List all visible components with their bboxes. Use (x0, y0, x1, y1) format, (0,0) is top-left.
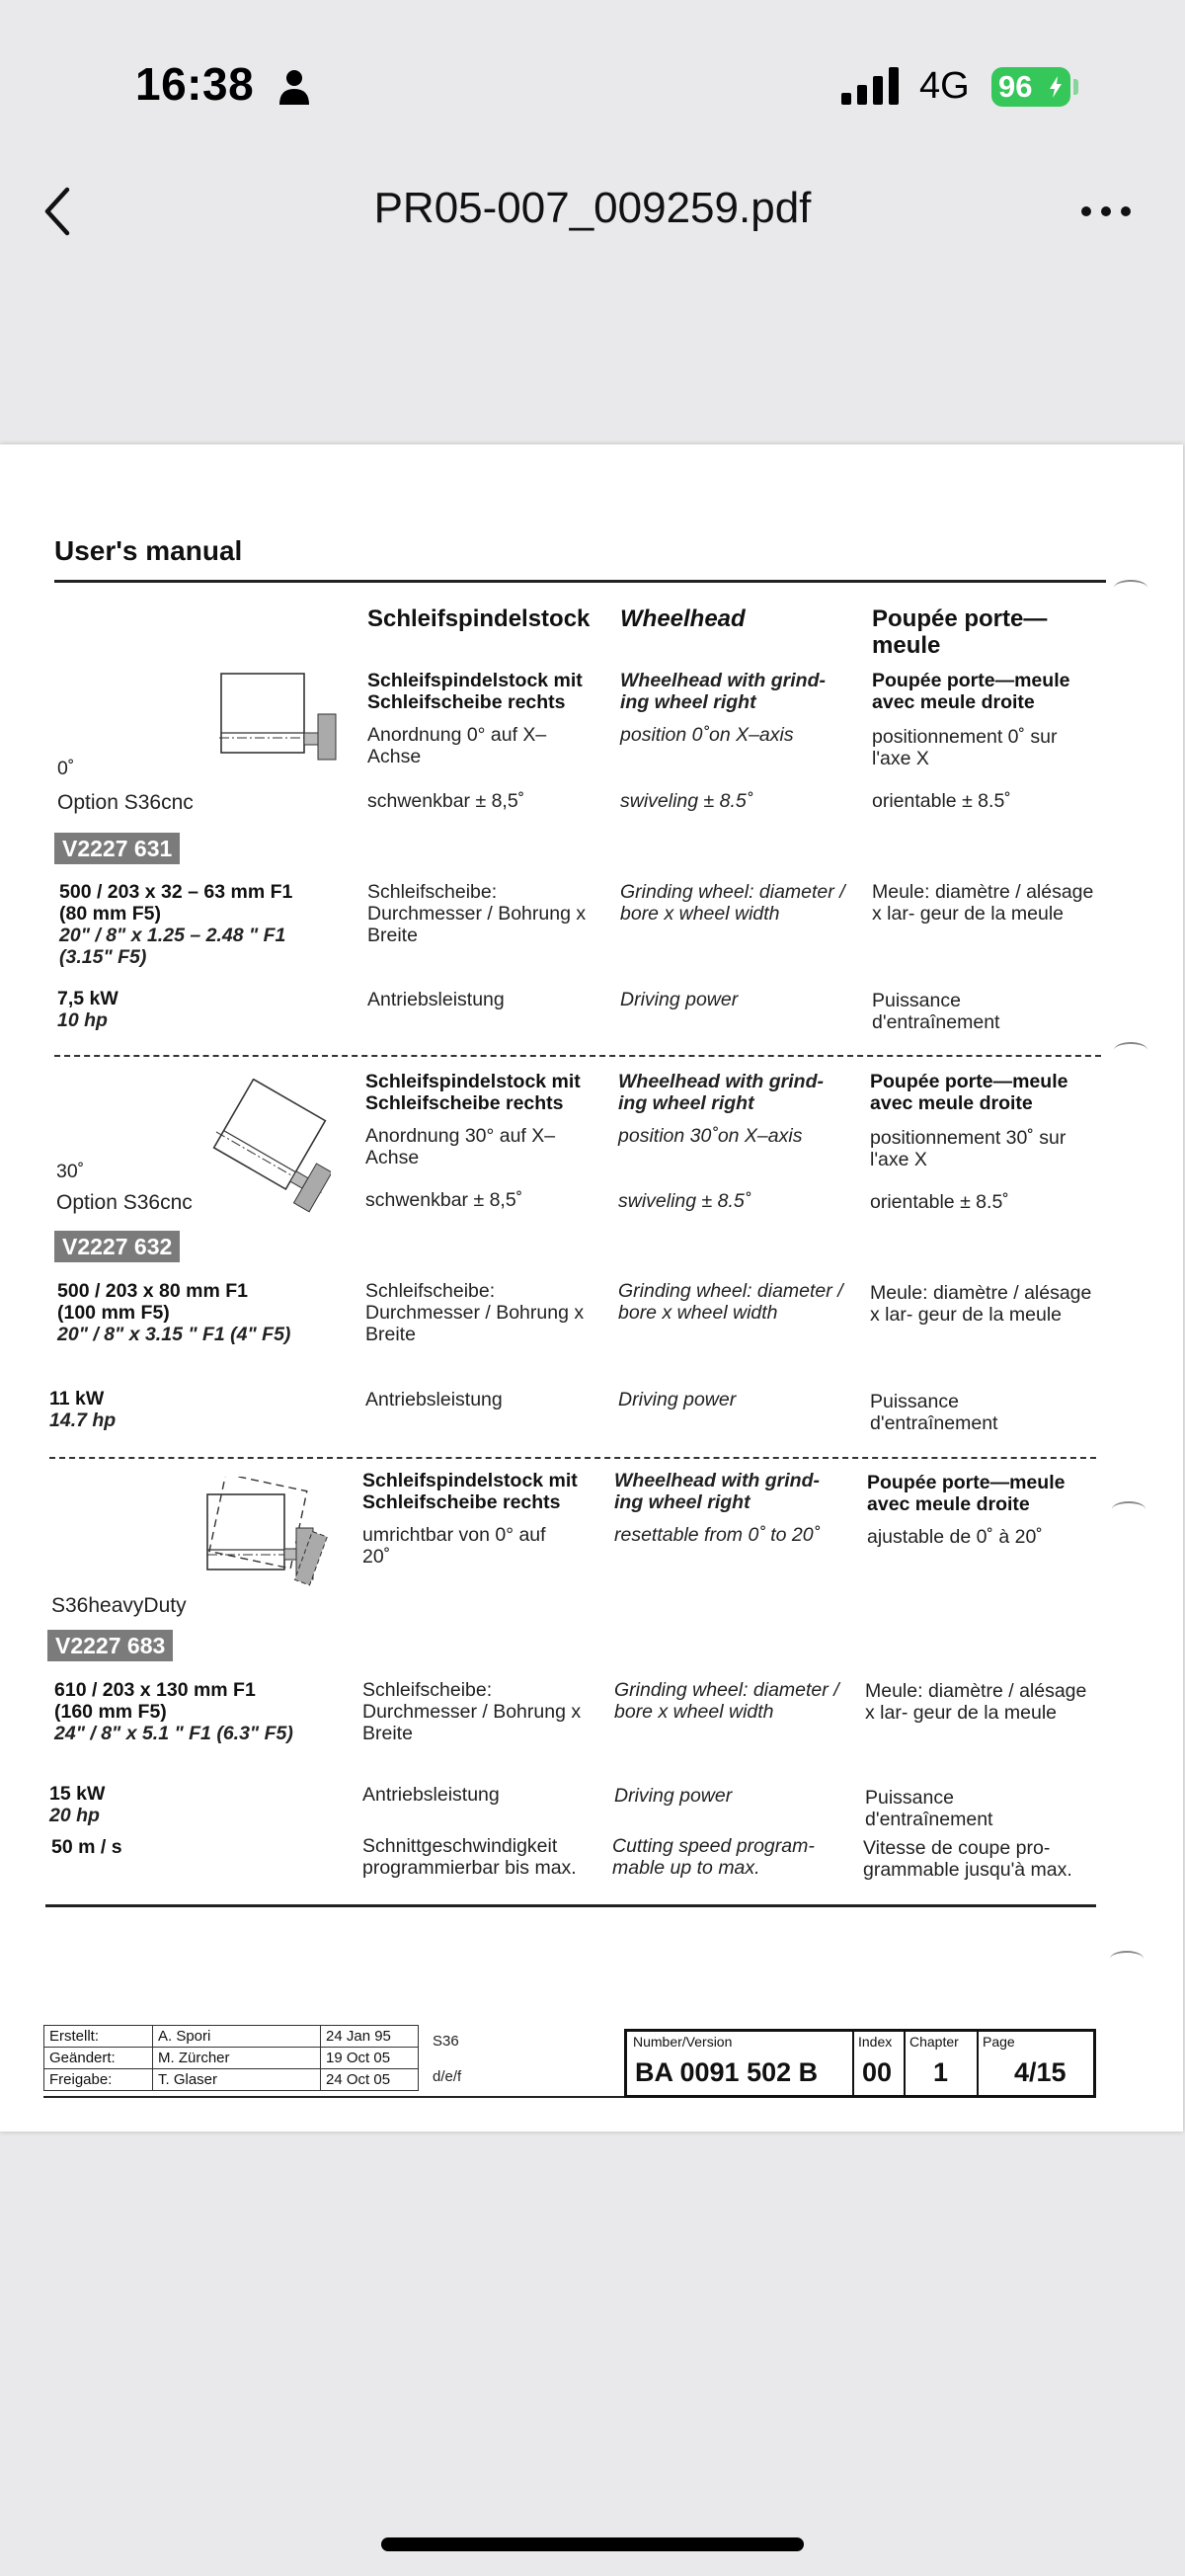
section-1-wheel-spec-imperial: 20" / 8" x 1.25 – 2.48 " F1 (3.15" F5) (59, 925, 286, 968)
section-end-rule (45, 1904, 1096, 1907)
section-3-wheel-spec-metric: 610 / 203 x 130 mm F1 (160 mm F5) (54, 1679, 256, 1723)
battery-cap (1073, 79, 1078, 95)
section-2-fr-arrangement: positionnement 30˚ sur l'axe X (870, 1127, 1066, 1170)
section-2-wheel-spec-metric: 500 / 203 x 80 mm F1 (100 mm F5) (57, 1280, 248, 1324)
section-1-fr-power: Puissance d'entraînement (872, 990, 1000, 1033)
section-2-power-kw: 11 kW (49, 1388, 105, 1409)
more-options-button[interactable] (1076, 192, 1136, 231)
document-page: 4/15 (1014, 2057, 1066, 2087)
section-3-en-wheel: Grinding wheel: diameter / bore x wheel width (614, 1679, 839, 1723)
revision-row (44, 2026, 419, 2048)
section-1-fr-title: Poupée porte—meule avec meule droite (872, 670, 1070, 713)
wheelhead-30-diagram (198, 1079, 331, 1217)
section-3-wheel-spec-imperial: 24" / 8" x 5.1 " F1 (6.3" F5) (54, 1723, 293, 1744)
section-2-de-title: Schleifspindelstock mit Schleifscheibe rechts (365, 1071, 581, 1114)
section-2-en-swivel: swiveling ± 8.5˚ (618, 1190, 751, 1212)
chapter-label: Chapter (909, 2034, 959, 2050)
status-time: 16:38 (135, 58, 255, 110)
page-edge-mark (1112, 1501, 1146, 1517)
column-header-en: Wheelhead (620, 605, 746, 632)
revision-name: T. Glaser (153, 2069, 321, 2091)
section-2-angle: 30˚ (56, 1161, 85, 1182)
section-1-de-swivel: schwenkbar ± 8,5˚ (367, 790, 525, 812)
section-1-wheel-spec-metric: 500 / 203 x 32 – 63 mm F1 (80 mm F5) (59, 881, 293, 925)
section-2-fr-wheel: Meule: diamètre / alésage x lar- geur de la meule (870, 1282, 1092, 1326)
section-3-fr-speed: Vitesse de coupe pro- grammable jusqu'à max. (863, 1837, 1072, 1881)
section-2-en-power: Driving power (618, 1389, 737, 1410)
section-1-de-wheel: Schleifscheibe: Durchmesser / Bohrung x Breite (367, 881, 587, 946)
section-3-speed: 50 m / s (51, 1836, 122, 1858)
signal-icon (841, 67, 901, 105)
section-1-de-title: Schleifspindelstock mit Schleifscheibe rechts (367, 670, 583, 713)
page-edge-mark (1110, 1951, 1144, 1967)
revision-date: 19 Oct 05 (321, 2048, 419, 2069)
section-3-part-code: V2227 683 (47, 1630, 173, 1661)
section-3-de-title: Schleifspindelstock mit Schleifscheibe rechts (362, 1470, 578, 1513)
revision-name: A. Spori (153, 2026, 321, 2048)
section-2-en-wheel: Grinding wheel: diameter / bore x wheel width (618, 1280, 843, 1324)
revision-label: Geändert: (44, 2048, 153, 2069)
section-1-en-arrangement: position 0˚on X–axis (620, 724, 794, 746)
battery-level: 96 (998, 69, 1033, 104)
battery-indicator (991, 67, 1070, 107)
document-number-box (624, 2029, 1096, 2098)
section-1-de-power: Antriebsleistung (367, 989, 505, 1010)
section-2-de-wheel: Schleifscheibe: Durchmesser / Bohrung x Breite (365, 1280, 585, 1345)
section-1-part-code: V2227 631 (54, 833, 180, 864)
section-1-en-wheel: Grinding wheel: diameter / bore x wheel width (620, 881, 845, 925)
section-1-fr-swivel: orientable ± 8.5˚ (872, 790, 1011, 812)
section-2-option: Option S36cnc (56, 1191, 193, 1214)
section-2-en-arrangement: position 30˚on X–axis (618, 1125, 803, 1147)
section-1-de-arrangement: Anordnung 0° auf X–Achse (367, 724, 547, 767)
section-3-de-speed: Schnittgeschwindigkeit programmierbar bis max. (362, 1835, 577, 1879)
section-2-en-title: Wheelhead with grind- ing wheel right (618, 1071, 824, 1114)
section-3-fr-wheel: Meule: diamètre / alésage x lar- geur de la meule (865, 1680, 1087, 1724)
section-3-option: S36heavyDuty (51, 1594, 187, 1617)
section-2-de-swivel: schwenkbar ± 8,5˚ (365, 1189, 523, 1211)
column-header-fr: Poupée porte—meule (872, 605, 1048, 659)
section-1-fr-wheel: Meule: diamètre / alésage x lar- geur de la meule (872, 881, 1094, 925)
heading-rule (54, 580, 1106, 583)
pdf-page[interactable] (0, 444, 1183, 2132)
section-3-fr-title: Poupée porte—meule avec meule droite (867, 1472, 1066, 1515)
person-icon (278, 69, 310, 105)
document-index: 00 (862, 2057, 893, 2087)
section-3-en-arrangement: resettable from 0˚ to 20˚ (614, 1524, 821, 1546)
footer-model: S36 (433, 2033, 459, 2050)
section-3-fr-arrangement: ajustable de 0˚ à 20˚ (867, 1526, 1043, 1548)
section-2-de-power: Antriebsleistung (365, 1389, 503, 1410)
manual-heading: User's manual (54, 535, 243, 566)
section-1-en-title: Wheelhead with grind- ing wheel right (620, 670, 826, 713)
document-number: BA 0091 502 B (635, 2057, 819, 2087)
section-3-en-power: Driving power (614, 1785, 733, 1807)
revision-date: 24 Jan 95 (321, 2026, 419, 2048)
section-3-power-kw: 15 kW (49, 1783, 106, 1805)
network-label: 4G (919, 65, 970, 107)
section-3-de-power: Antriebsleistung (362, 1784, 500, 1806)
section-divider-2 (49, 1457, 1096, 1459)
document-title: PR05-007_009259.pdf (373, 184, 812, 232)
back-button[interactable] (40, 184, 79, 239)
section-3-fr-power: Puissance d'entraînement (865, 1787, 993, 1830)
section-3-en-title: Wheelhead with grind- ing wheel right (614, 1470, 820, 1513)
revision-name: M. Zürcher (153, 2048, 321, 2069)
index-label: Index (858, 2034, 893, 2050)
section-3-power-hp: 20 hp (49, 1805, 100, 1826)
column-header-de: Schleifspindelstock (367, 605, 591, 632)
section-2-de-arrangement: Anordnung 30° auf X–Achse (365, 1125, 556, 1168)
revision-row (44, 2069, 419, 2091)
page-edge-mark (1114, 580, 1147, 596)
section-1-power-kw: 7,5 kW (57, 988, 118, 1009)
section-3-de-wheel: Schleifscheibe: Durchmesser / Bohrung x Breite (362, 1679, 582, 1744)
section-1-angle: 0˚ (57, 758, 75, 779)
revision-row (44, 2048, 419, 2069)
section-3-en-speed: Cutting speed program- mable up to max. (612, 1835, 815, 1879)
wheelhead-0-diagram (219, 672, 344, 763)
document-chapter: 1 (933, 2057, 949, 2087)
section-3-de-arrangement: umrichtbar von 0° auf 20˚ (362, 1524, 546, 1568)
section-2-power-hp: 14.7 hp (49, 1409, 117, 1431)
section-1-power-hp: 10 hp (57, 1009, 108, 1031)
section-2-fr-title: Poupée porte—meule avec meule droite (870, 1071, 1068, 1114)
section-1-en-power: Driving power (620, 989, 739, 1010)
revision-label: Freigabe: (44, 2069, 153, 2091)
section-2-part-code: V2227 632 (54, 1231, 180, 1262)
section-2-fr-swivel: orientable ± 8.5˚ (870, 1191, 1009, 1213)
section-2-wheel-spec-imperial: 20" / 8" x 3.15 " F1 (4" F5) (57, 1324, 291, 1345)
home-indicator[interactable] (381, 2537, 804, 2551)
page-edge-mark (1114, 1042, 1147, 1058)
revision-label: Erstellt: (44, 2026, 153, 2048)
revision-date: 24 Oct 05 (321, 2069, 419, 2091)
section-2-fr-power: Puissance d'entraînement (870, 1391, 998, 1434)
wheelhead-heavyduty-diagram (202, 1477, 341, 1600)
footer-languages: d/e/f (433, 2068, 462, 2085)
revision-table (43, 2025, 419, 2091)
section-1-en-swivel: swiveling ± 8.5˚ (620, 790, 753, 812)
number-version-label: Number/Version (633, 2034, 733, 2050)
section-1-option: Option S36cnc (57, 791, 194, 814)
section-1-fr-arrangement: positionnement 0˚ sur l'axe X (872, 726, 1058, 769)
page-label: Page (983, 2034, 1015, 2050)
section-divider-1 (54, 1055, 1101, 1057)
charging-bolt-icon (1049, 76, 1063, 98)
